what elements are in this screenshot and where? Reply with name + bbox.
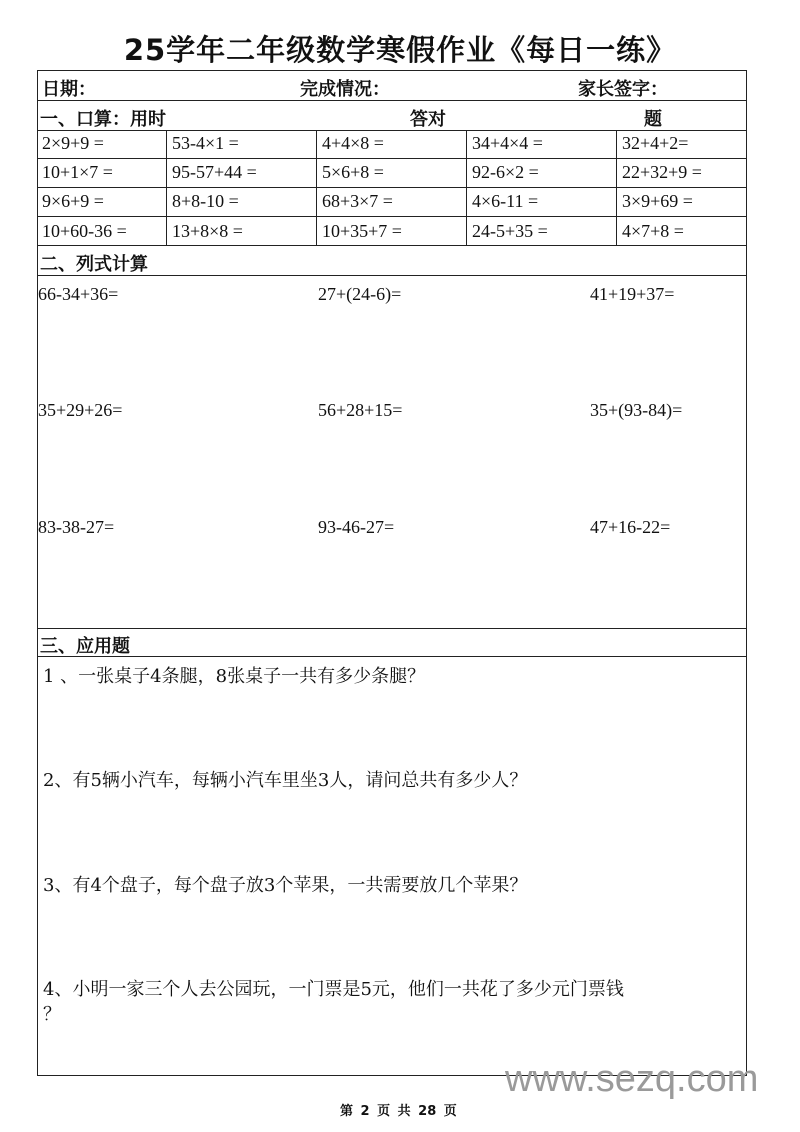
oral-problem: 95-57+44 =: [172, 162, 257, 182]
oral-problem: 10+1×7 =: [42, 162, 113, 182]
divider: [37, 158, 747, 159]
divider: [37, 628, 747, 629]
oral-problem: 9×6+9 =: [42, 191, 104, 211]
oral-problem: 24-5+35 =: [472, 221, 548, 241]
calculation-problem: 93-46-27=: [318, 517, 395, 537]
section3-heading: 三、应用题: [40, 636, 130, 657]
correct-blank[interactable]: [446, 112, 644, 131]
divider: [37, 275, 747, 276]
time-blank[interactable]: [166, 112, 336, 131]
section2-heading: 二、列式计算: [40, 254, 148, 275]
divider: [316, 130, 317, 245]
page-number: 第 2 页 共 28 页: [340, 1104, 457, 1119]
divider: [166, 130, 167, 245]
divider: [616, 130, 617, 245]
calculation-problem: 56+28+15=: [318, 400, 403, 420]
section1-heading: [40, 105, 336, 131]
divider: [37, 245, 747, 246]
completion-label: 完成情况：: [300, 79, 390, 100]
oral-problem: 22+32+9 =: [622, 162, 702, 182]
word-problem-4-cont: ？: [43, 1004, 61, 1025]
unit-label: 题: [644, 109, 662, 130]
divider: [466, 130, 467, 245]
calculation-problem: 66-34+36=: [38, 284, 119, 304]
oral-problem: 3×9+69 =: [622, 191, 693, 211]
oral-problem: 53-4×1 =: [172, 133, 239, 153]
divider: [37, 216, 747, 217]
oral-problem: 92-6×2 =: [472, 162, 539, 182]
oral-problem: 4×6-11 =: [472, 191, 539, 211]
calculation-problem: 27+(24-6)=: [318, 284, 402, 304]
word-problem-3: 3、有4个盘子，每个盘子放3个苹果，一共需要放几个苹果？: [43, 875, 528, 896]
calculation-problem: 41+19+37=: [590, 284, 675, 304]
correct-label: 答对: [410, 109, 446, 130]
oral-problem: 4×7+8 =: [622, 221, 684, 241]
oral-problem: 5×6+8 =: [322, 162, 384, 182]
parent-sign-label: 家长签字：: [578, 79, 668, 100]
divider: [37, 187, 747, 188]
page-title: 25学年二年级数学寒假作业《每日一练》: [123, 33, 677, 67]
correct-count: [410, 105, 662, 131]
date-label: 日期：: [42, 79, 96, 100]
word-problem-1: 1 、一张桌子4条腿，8张桌子一共有多少条腿？: [43, 666, 426, 687]
calculation-problem: 35+(93-84)=: [590, 400, 683, 420]
oral-problem: 10+60-36 =: [42, 221, 127, 241]
oral-problem: 2×9+9 =: [42, 133, 104, 153]
word-problem-2: 2、有5辆小汽车，每辆小汽车里坐3人，请问总共有多少人？: [43, 770, 528, 791]
calculation-problem: 83-38-27=: [38, 517, 115, 537]
divider: [37, 130, 747, 131]
oral-problem: 4+4×8 =: [322, 133, 384, 153]
oral-problem: 8+8-10 =: [172, 191, 239, 211]
divider: [37, 100, 747, 101]
section1-title: 一、口算：用时: [40, 109, 166, 130]
watermark: www.sezq.com: [505, 1058, 759, 1100]
oral-problem: 68+3×7 =: [322, 191, 393, 211]
oral-problem: 13+8×8 =: [172, 221, 243, 241]
word-problem-4: 4、小明一家三个人去公园玩，一门票是5元，他们一共花了多少元门票钱: [43, 979, 624, 1000]
oral-problem: 32+4+2=: [622, 133, 689, 153]
oral-problem: 34+4×4 =: [472, 133, 543, 153]
oral-problem: 10+35+7 =: [322, 221, 402, 241]
divider: [37, 656, 747, 657]
calculation-problem: 47+16-22=: [590, 517, 671, 537]
calculation-problem: 35+29+26=: [38, 400, 123, 420]
